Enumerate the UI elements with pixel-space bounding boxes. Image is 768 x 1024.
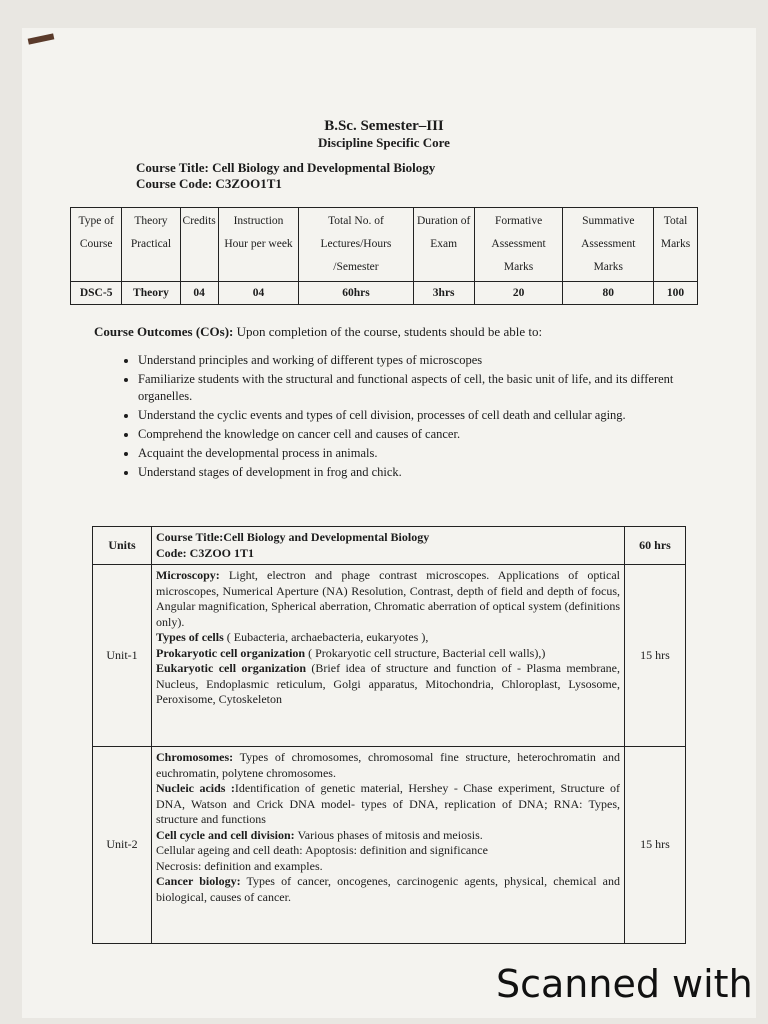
header-formative: Formative Assessment Marks: [474, 208, 563, 282]
outcomes-intro: [94, 324, 542, 340]
unit-2-row: [93, 747, 686, 944]
topic-text: (Brief idea of structure and function of - Plasma membrane, Nucleus, Endoplasmic reticulum, Golgi apparatus, Mitochondria, Chloroplast, Lysosome, Peroxisome, Cytoskeleton: [156, 661, 620, 706]
value-theory: Theory: [122, 282, 180, 305]
unit-2-hours: 15 hrs: [625, 747, 686, 944]
topic-heading: Types of cells: [156, 630, 224, 644]
unit-1-name: Unit-1: [93, 565, 152, 747]
header-credits: Credits: [180, 208, 218, 282]
course-code: Course Code: C3ZOO1T1: [136, 176, 282, 191]
topic-heading: Chromosomes:: [156, 750, 234, 764]
unit-2-chromosomes: [156, 750, 620, 781]
unit-1-prokaryotic: [156, 646, 620, 662]
unit-1-content: [152, 565, 625, 747]
topic-heading: Nucleic acids :: [156, 781, 235, 795]
header-lectures: Total No. of Lectures/Hours /Semester: [299, 208, 413, 282]
core-heading: Discipline Specific Core: [318, 135, 450, 150]
outcome-item: • Acquaint the developmental process in animals.: [138, 445, 678, 462]
header-total: Total Marks: [654, 208, 698, 282]
value-lectures: 60hrs: [299, 282, 413, 305]
summary-header-row: [71, 208, 698, 282]
topic-heading: Prokaryotic cell organization: [156, 645, 306, 660]
header-summative: Summative Assessment Marks: [563, 208, 654, 282]
unit-1-microscopy: [156, 568, 620, 630]
semester-heading: B.Sc. Semester–III: [324, 118, 444, 134]
outcome-item: • Understand stages of development in frog and chick.: [138, 464, 678, 481]
course-title: Course Title: Cell Biology and Developmental Biology: [136, 160, 436, 175]
header-type: Type of Course: [71, 208, 122, 282]
topic-text: Light, electron and phage contrast microscopes. Applications of optical microscopes, Numerical Aperture (NA) Resolution, Contrast, depth of field and depth of focus, Angular magnification, Spherical aberration, Chromatic aberration of optical system (definitions only).: [156, 568, 620, 629]
unit-2-cancer: [156, 874, 620, 905]
units-course-code: Code: C3ZOO 1T1: [156, 545, 255, 560]
topic-text: Identification of genetic material, Hershey - Chase experiment, Structure of DNA, Watson and Crick DNA model- types of DNA, replication of DNA; RNA: Types, structure and functions: [156, 781, 620, 826]
units-header-row: [93, 527, 686, 565]
topic-text: ( Prokaryotic cell structure, Bacterial cell walls),): [305, 645, 546, 660]
topic-text: Various phases of mitosis and meiosis.: [294, 827, 483, 842]
course-summary-table: [70, 207, 698, 305]
outcome-item: • Understand the cyclic events and types of cell division, processes of cell death and cellular aging.: [138, 407, 678, 424]
summary-value-row: [71, 282, 698, 305]
header-duration: Duration of Exam: [413, 208, 474, 282]
units-course-title: Course Title:Cell Biology and Developmental Biology: [156, 530, 430, 544]
units-column-header: Units: [93, 527, 152, 565]
unit-2-necrosis: Necrosis: definition and examples.: [156, 858, 323, 873]
unit-2-cell-cycle: [156, 828, 620, 844]
header-theory: Theory Practical: [122, 208, 180, 282]
outcome-item: • Familiarize students with the structural and functional aspects of cell, the basic unit of life, and its different organelles.: [138, 371, 678, 405]
topic-heading: Cell cycle and cell division:: [156, 827, 295, 842]
value-summative: 80: [563, 282, 654, 305]
unit-1-row: [93, 565, 686, 747]
units-table: [92, 526, 686, 944]
value-credits: 04: [180, 282, 218, 305]
scanner-watermark: Scanned with: [496, 962, 753, 1006]
unit-2-content: [152, 747, 625, 944]
units-total-hours: 60 hrs: [625, 527, 686, 565]
outcomes-label: Course Outcomes (COs):: [94, 324, 234, 339]
outcome-item: • Understand principles and working of different types of microscopes: [138, 352, 678, 369]
course-info: [136, 160, 435, 192]
header-instruction: Instruction Hour per week: [218, 208, 298, 282]
topic-text: Types of chromosomes, chromosomal fine structure, heterochromatin and euchromatin, polytene chromosomes.: [156, 750, 620, 780]
unit-1-types-of-cells: [156, 630, 620, 646]
unit-2-ageing: Cellular ageing and cell death: Apoptosis: definition and significance: [156, 843, 488, 857]
outcomes-list: [110, 352, 678, 483]
value-formative: 20: [474, 282, 563, 305]
topic-heading: Cancer biology:: [156, 874, 241, 888]
unit-2-nucleic-acids: [156, 781, 620, 828]
value-type: DSC-5: [71, 282, 122, 305]
unit-2-name: Unit-2: [93, 747, 152, 944]
topic-heading: Microscopy:: [156, 568, 220, 582]
topic-heading: Eukaryotic cell organization: [156, 661, 307, 675]
unit-1-hours: 15 hrs: [625, 565, 686, 747]
value-instruction: 04: [218, 282, 298, 305]
value-duration: 3hrs: [413, 282, 474, 305]
topic-text: ( Eubacteria, archaebacteria, eukaryotes ),: [223, 630, 429, 644]
topic-text: Types of cancer, oncogenes, carcinogenic agents, physical, chemical and biological, causes of cancer.: [156, 874, 620, 904]
unit-1-eukaryotic: [156, 661, 620, 708]
outcome-item: • Comprehend the knowledge on cancer cell and causes of cancer.: [138, 426, 678, 443]
value-total: 100: [654, 282, 698, 305]
units-course-header: [152, 527, 625, 565]
outcomes-intro-text: Upon completion of the course, students should be able to:: [233, 324, 543, 339]
